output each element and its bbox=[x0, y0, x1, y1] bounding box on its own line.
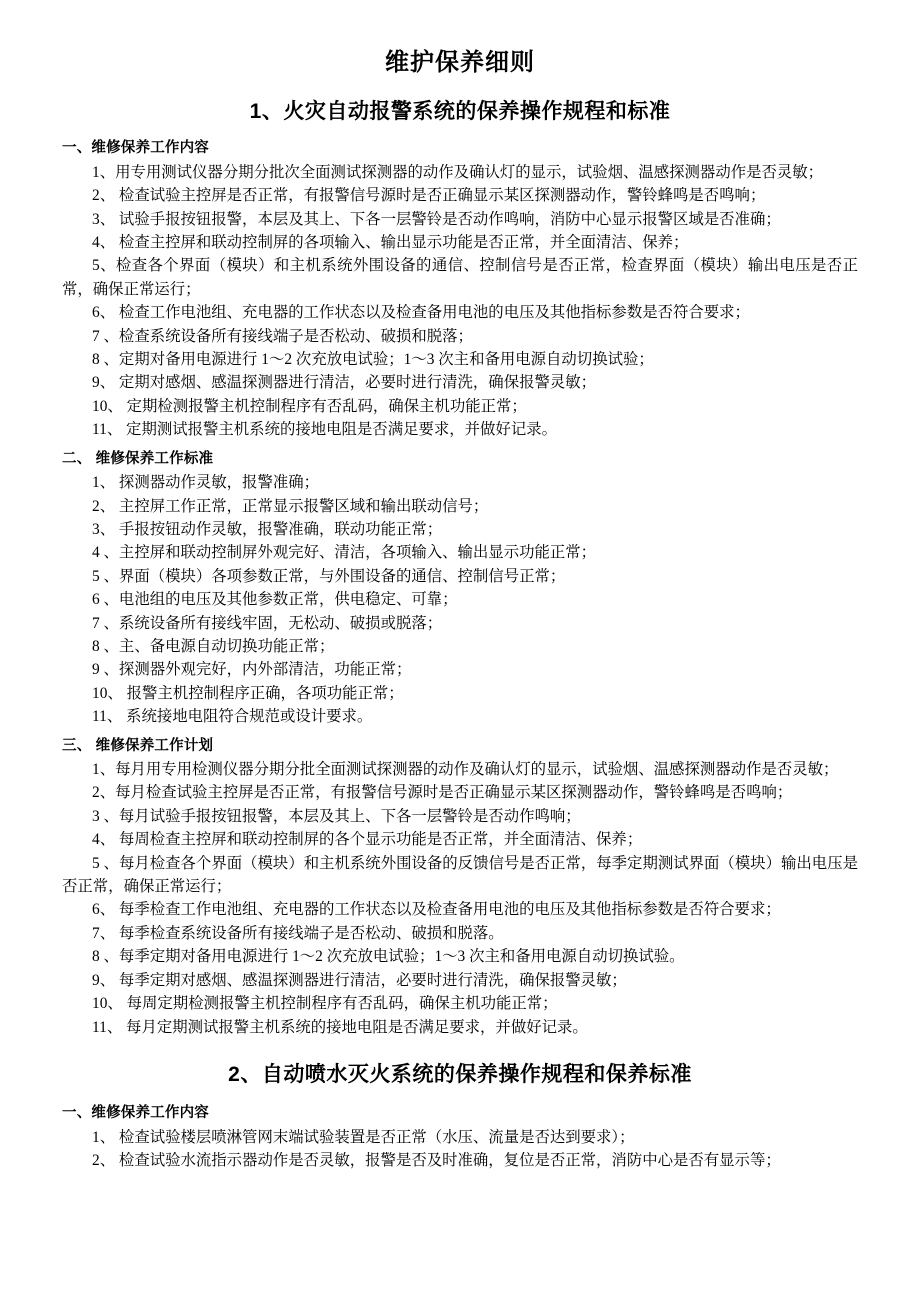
section-heading-2: 2、自动喷水灭火系统的保养操作规程和保养标准 bbox=[228, 1062, 692, 1086]
list-item: 11、 每月定期测试报警主机系统的接地电阻是否满足要求，并做好记录。 bbox=[92, 1018, 588, 1036]
list-item: 5、检查各个界面（模块）和主机系统外围设备的通信、控制信号是否正常，检查界面（模块）输出电压是否正常，确保正常运行； bbox=[62, 257, 858, 298]
list-item: 9、 每季定期对感烟、感温探测器进行清洁，必要时进行清洗，确保报警灵敏； bbox=[92, 971, 627, 989]
list-item: 2、每月检查试验主控屏是否正常，有报警信号源时是否正确显示某区探测器动作，警铃蜂鸣是否鸣响； bbox=[92, 784, 793, 802]
subsection-heading-1-1: 一、维修保养工作内容 bbox=[62, 140, 209, 157]
list-item: 4、 检查主控屏和联动控制屏的各项输入、输出显示功能是否正常，并全面清洁、保养； bbox=[92, 233, 689, 251]
subsection-heading-1-2: 二、 维修保养工作标准 bbox=[62, 450, 214, 467]
list-item: 11、 定期测试报警主机系统的接地电阻是否满足要求，并做好记录。 bbox=[92, 421, 557, 439]
list-item: 10、 报警主机控制程序正确，各项功能正常； bbox=[92, 684, 404, 702]
subsection-heading-2-1: 一、维修保养工作内容 bbox=[62, 1105, 209, 1122]
list-item: 6、 每季检查工作电池组、充电器的工作状态以及检查备用电池的电压及其他指标参数是否符合要求； bbox=[92, 901, 781, 919]
list-item: 3 、每月试验手报按钮报警，本层及其上、下各一层警铃是否动作鸣响； bbox=[92, 807, 581, 825]
list-item: 8 、定期对备用电源进行 1～2 次充放电试验；1～3 次主和备用电源自动切换试验； bbox=[92, 351, 654, 369]
subsection-heading-1-3: 三、 维修保养工作计划 bbox=[62, 737, 214, 754]
list-item: 10、 定期检测报警主机控制程序有否乱码，确保主机功能正常； bbox=[92, 397, 527, 415]
list-item: 7 、系统设备所有接线牢固，无松动、破损或脱落； bbox=[92, 614, 443, 632]
list-item: 4、 每周检查主控屏和联动控制屏的各个显示功能是否正常，并全面清洁、保养； bbox=[92, 831, 643, 849]
list-item: 6 、电池组的电压及其他参数正常，供电稳定、可靠； bbox=[92, 591, 458, 609]
list-item: 3、 手报按钮动作灵敏，报警准确，联动功能正常； bbox=[92, 520, 443, 538]
list-item: 2、 主控屏工作正常，正常显示报警区域和输出联动信号； bbox=[92, 497, 489, 515]
list-item: 5 、每月检查各个界面（模块）和主机系统外围设备的反馈信号是否正常，每季定期测试界面（模块）输出电压是否正常，确保正常运行； bbox=[62, 854, 858, 896]
list-item: 1、用专用测试仪器分期分批次全面测试探测器的动作及确认灯的显示，试验烟、温感探测器动作是否灵敏； bbox=[92, 163, 824, 181]
list-item: 8 、每季定期对备用电源进行 1～2 次充放电试验；1～3 次主和备用电源自动切换试验。 bbox=[92, 948, 685, 966]
list-item: 7、 每季检查系统设备所有接线端子是否松动、破损和脱落。 bbox=[92, 924, 504, 942]
list-item: 1、 检查试验楼层喷淋管网末端试验装置是否正常（水压、流量是否达到要求）； bbox=[92, 1128, 635, 1146]
list-item: 9、 定期对感烟、感温探测器进行清洁，必要时进行清洗，确保报警灵敏； bbox=[92, 374, 597, 392]
list-item: 9 、探测器外观完好，内外部清洁，功能正常； bbox=[92, 661, 412, 679]
list-item: 8 、主、备电源自动切换功能正常； bbox=[92, 637, 335, 655]
page-bottom-spacer bbox=[62, 1173, 858, 1233]
list-item: 2、 检查试验水流指示器动作是否灵敏，报警是否及时准确，复位是否正常，消防中心是否有显示等； bbox=[92, 1152, 781, 1170]
list-item: 1、 探测器动作灵敏，报警准确； bbox=[92, 474, 320, 492]
section-heading-1: 1、火灾自动报警系统的保养操作规程和标准 bbox=[249, 100, 671, 123]
list-item: 1、每月用专用检测仪器分期分批全面测试探测器的动作及确认灯的显示，试验烟、温感探测器动作是否灵敏； bbox=[92, 761, 839, 779]
page-title: 维护保养细则 bbox=[385, 49, 535, 76]
list-item: 3、 试验手报按钮报警，本层及其上、下各一层警铃是否动作鸣响，消防中心显示报警区域是否准确； bbox=[92, 210, 781, 228]
list-item: 4 、主控屏和联动控制屏外观完好、清洁，各项输入、输出显示功能正常； bbox=[92, 544, 597, 562]
list-item: 7 、检查系统设备所有接线端子是否松动、破损和脱落； bbox=[92, 327, 473, 345]
list-item: 5 、界面（模块）各项参数正常，与外围设备的通信、控制信号正常； bbox=[92, 567, 566, 585]
list-item: 10、 每周定期检测报警主机控制程序有否乱码，确保主机功能正常； bbox=[92, 995, 558, 1013]
list-item: 6、 检查工作电池组、充电器的工作状态以及检查备用电池的电压及其他指标参数是否符合要求； bbox=[92, 304, 750, 322]
list-item: 11、 系统接地电阻符合规范或设计要求。 bbox=[92, 708, 373, 726]
list-item: 2、 检查试验主控屏是否正常，有报警信号源时是否正确显示某区探测器动作，警铃蜂鸣是否鸣响； bbox=[92, 187, 766, 205]
